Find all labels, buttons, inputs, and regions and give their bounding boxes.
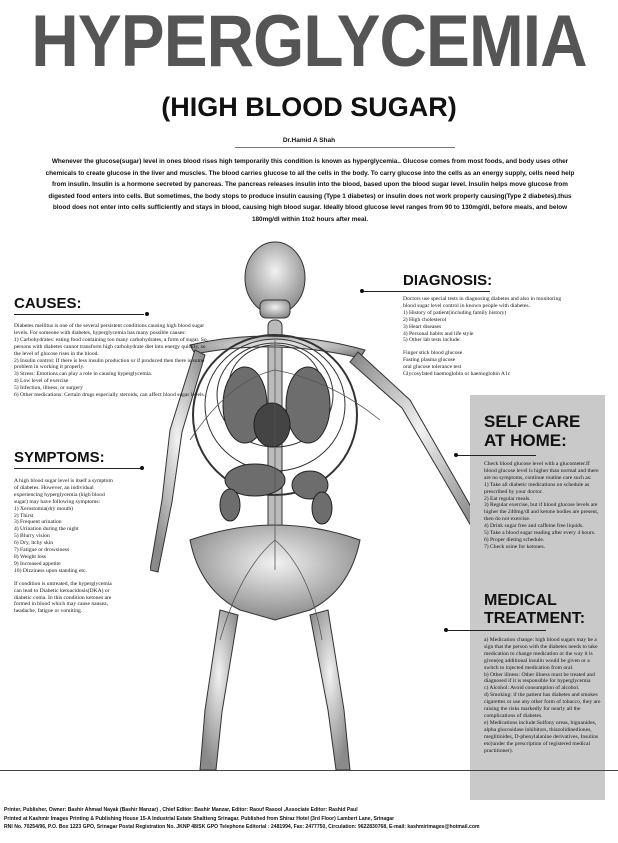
footer-line: Printer, Publisher, Owner: Bashir Ahmad Nayak (Bashir Manzar) , Chief Editor: Bashir Manzar, Editor: Raouf Rasool ,Associate Editor: Rashid Paul [4, 807, 358, 813]
symptoms-line: 6) Dry, itchy skin [14, 540, 54, 547]
footer-imprint [4, 806, 616, 832]
diagnosis-line: Fasting plasma glucose [403, 357, 456, 364]
footer-line: Printed at Kashmir Images Printing & Publishing House 15-A Industrial Estate Shaltteng Srinagar. Published from Shiraz Hotel (3rd Floor) Lambert Lane, Srinagar [4, 815, 395, 822]
diagnosis-line: Finger stick blood glucose [403, 350, 463, 357]
symptoms-line: 1) Xerostomia(dry mouth) [14, 505, 74, 512]
treatment-heading-line1: MEDICAL [484, 592, 557, 609]
diagnosis-line: Doctors use special tests in diagnosing diabetes and also in monitoring blood sugar level control in known people with diabetes. [403, 296, 562, 309]
symptoms-line: 9) Increased appetite [14, 560, 61, 567]
selfcare-dot [454, 453, 458, 457]
selfcare-line: 7) Check urine for ketones. [484, 543, 546, 550]
symptoms-body [14, 478, 114, 615]
diagnosis-line: 3) Heart diseases [403, 323, 442, 330]
symptoms-line: 2) Thirst [14, 512, 34, 519]
diagnosis-body [403, 296, 563, 378]
page-title: HYPERGLYCEMIA [31, 1, 587, 82]
diagnosis-rule [362, 291, 490, 292]
causes-body [14, 323, 210, 399]
selfcare-rule [456, 455, 536, 456]
treatment-rule [446, 630, 546, 631]
symptoms-rule [14, 468, 142, 469]
symptoms-line: 7) Fatigue or drowsiness [14, 547, 70, 554]
diagnosis-line: 5) Other lab tests include: [403, 337, 461, 344]
selfcare-line: 1) Take all diabetic medications on schedule as prescribed by your doctor. [484, 481, 590, 495]
causes-line: 2) Insulin control: If there is less insulin production or if produced then there is some problem in working it properly. [14, 357, 205, 371]
symptoms-line: If condition is untreated, the hyperglycemia can lead to Diabetic ketoacidosis(DKA) or diabetic coma. In this condition ketones are formed in blood which may cause nausea, headache, fatigue or vomiting. [14, 580, 112, 615]
diagnosis-line: 1) History of patient(including family history) [403, 309, 507, 316]
diagnosis-line: Glycosylated haemoglobin or haemoglobin A1c [403, 371, 511, 378]
intro-paragraph: Whenever the glucose(sugar) level in ones blood rises high temporarily this condition is known as hyperglycemia.. Glucose comes from most foods, and body uses other chemicals to create glucose in the liver and muscles. The blood carries glucose to all the cells in the body. To carry glucose into the cells as an energy supply, cells need help from insulin. Insulin is a hormone secreted by pancreas. The pancreas releases insulin into the blood, based upon the blood sugar level. Insulin helps move glucose from digested food enters into cells. But sometimes, the body stops to produce insulin causing (Type 1 diabetes) or insulin does not work properly causing(Type 2 diabetes).thus blood does not enter into cells sufficiently and stays in blood, causing high blood sugar. Ideally blood glucose level ranges from 90 to 130mg/dl, before meals, and below 180mg/dl within 1to2 hours after meal. [45, 158, 575, 223]
selfcare-line: 5) Take a blood sugar reading after every 4 hours. [484, 530, 596, 537]
treatment-line: c) Alcohol: Avoid consumption of alcohol. [484, 685, 580, 692]
causes-line: 5) Infection, illness, or surgery [14, 385, 83, 392]
selfcare-line: 2) Eat regular meals. [484, 495, 531, 502]
causes-line: 3) Stress: Emotions can play a role in causing hyperglycemia. [14, 371, 153, 378]
treatment-line: d) Smoking: if the patient has diabetes and smokes cigarettes or use any other form of tobacco, they are raising the risks markedly for nearly all the complications of diabetes. [484, 692, 601, 719]
causes-rule [14, 314, 144, 315]
symptoms-dot [140, 466, 144, 470]
selfcare-line: Check blood glucose level with a glucometer.If blood glucose level is higher than normal and there are no symptoms, continue routine care such as: [484, 461, 599, 481]
treatment-line: b) Other illness: Other illness must be treated and diagnosed if it is responsible for hyperglycemia [484, 671, 595, 685]
treatment-line: a) Medication change: high blood sugars may be a sign that the person with the diabetes needs to take medication to change medication or the way it is given(eg additional insulin would be given or a switch to injected medication from oral. [484, 637, 598, 671]
causes-line: 1) Carbohydrates: eating food containing too many carbohydrates, a form of sugar. So, persons with diabetes cannot transform high carbohydrate diet into energy quickly, so the level of glucose rises in the blood. [14, 336, 209, 357]
causes-line: Diabetes mellitus is one of the several persistent conditions causing high blood sugar levels. For someone with diabetes, hyperglycemia has many possible causes: [14, 323, 205, 336]
causes-line: 4) Low level of exercise [14, 378, 69, 385]
symptoms-line: A high blood sugar level is itself a symptom of diabetes. However, an individual experiencing hyperglycemia (high blood sugar) may have following symptoms: [14, 478, 113, 505]
treatment-dot [444, 628, 448, 632]
footer-line: RNI No. 70254/96, P.O. Box 1223 GPO, Srinagar Postal Registration No. JKNP 48/SK GPO Telephone Editorial : 2481994, Fax: 2477750, Circulation: 9622830768, E-mail: kashmirimages@hotmail.com [4, 824, 480, 831]
selfcare-line: 3) Regular exercise, but if blood glucose levels are higher the 240mg/dl and ketone bodies are present, then do not exercise. [484, 502, 599, 523]
causes-line: 6) Other medications: Certain drugs especially steroids, can affect blood sugar levels. [14, 392, 206, 399]
symptoms-line: 3) Frequent urination [14, 519, 62, 526]
treatment-heading-line2: TREATMENT: [484, 610, 586, 627]
selfcare-heading-line1: SELF CARE [484, 412, 581, 431]
author-rule [235, 147, 455, 148]
selfcare-heading [484, 412, 580, 450]
diagnosis-dot [360, 289, 364, 293]
treatment-heading [484, 592, 585, 628]
diagnosis-line: 2) High cholesterol [403, 316, 447, 323]
selfcare-heading-line2: AT HOME: [484, 431, 567, 450]
symptoms-line: 10) Dizziness upon standing etc. [14, 567, 87, 574]
page-subtitle: (HIGH BLOOD SUGAR) [161, 92, 457, 122]
author-byline: Dr.Hamid A Shah [282, 137, 336, 144]
footer-rule [0, 770, 618, 771]
selfcare-line: 4) Drink sugar free and caffeine free liquids. [484, 523, 584, 530]
causes-dot [145, 312, 149, 316]
symptoms-line: 4) Urination during the night [14, 526, 79, 533]
symptoms-line: 5) Blurry vision [14, 533, 50, 540]
diagnosis-line: 4) Personal habits and life style [403, 330, 474, 337]
diagnosis-line: oral glucose tolerance test [403, 364, 462, 371]
treatment-line: e) Medications include:Sulfony ureas, biguanides, alpha glucosidase inhibitors, thiazolidinediones, meglitinides, D-phenylalanine derivatives, Insulins etc(under the prescription of registered medical practitioner). [484, 719, 599, 754]
symptoms-line: 8) Weight loss [14, 553, 47, 560]
treatment-body [484, 637, 601, 754]
diagnosis-heading: DIAGNOSIS: [403, 272, 493, 289]
selfcare-line: 6) Proper dieting schedule. [484, 536, 545, 543]
symptoms-heading: SYMPTOMS: [14, 449, 105, 466]
causes-heading: CAUSES: [14, 295, 82, 312]
selfcare-body [484, 461, 601, 551]
